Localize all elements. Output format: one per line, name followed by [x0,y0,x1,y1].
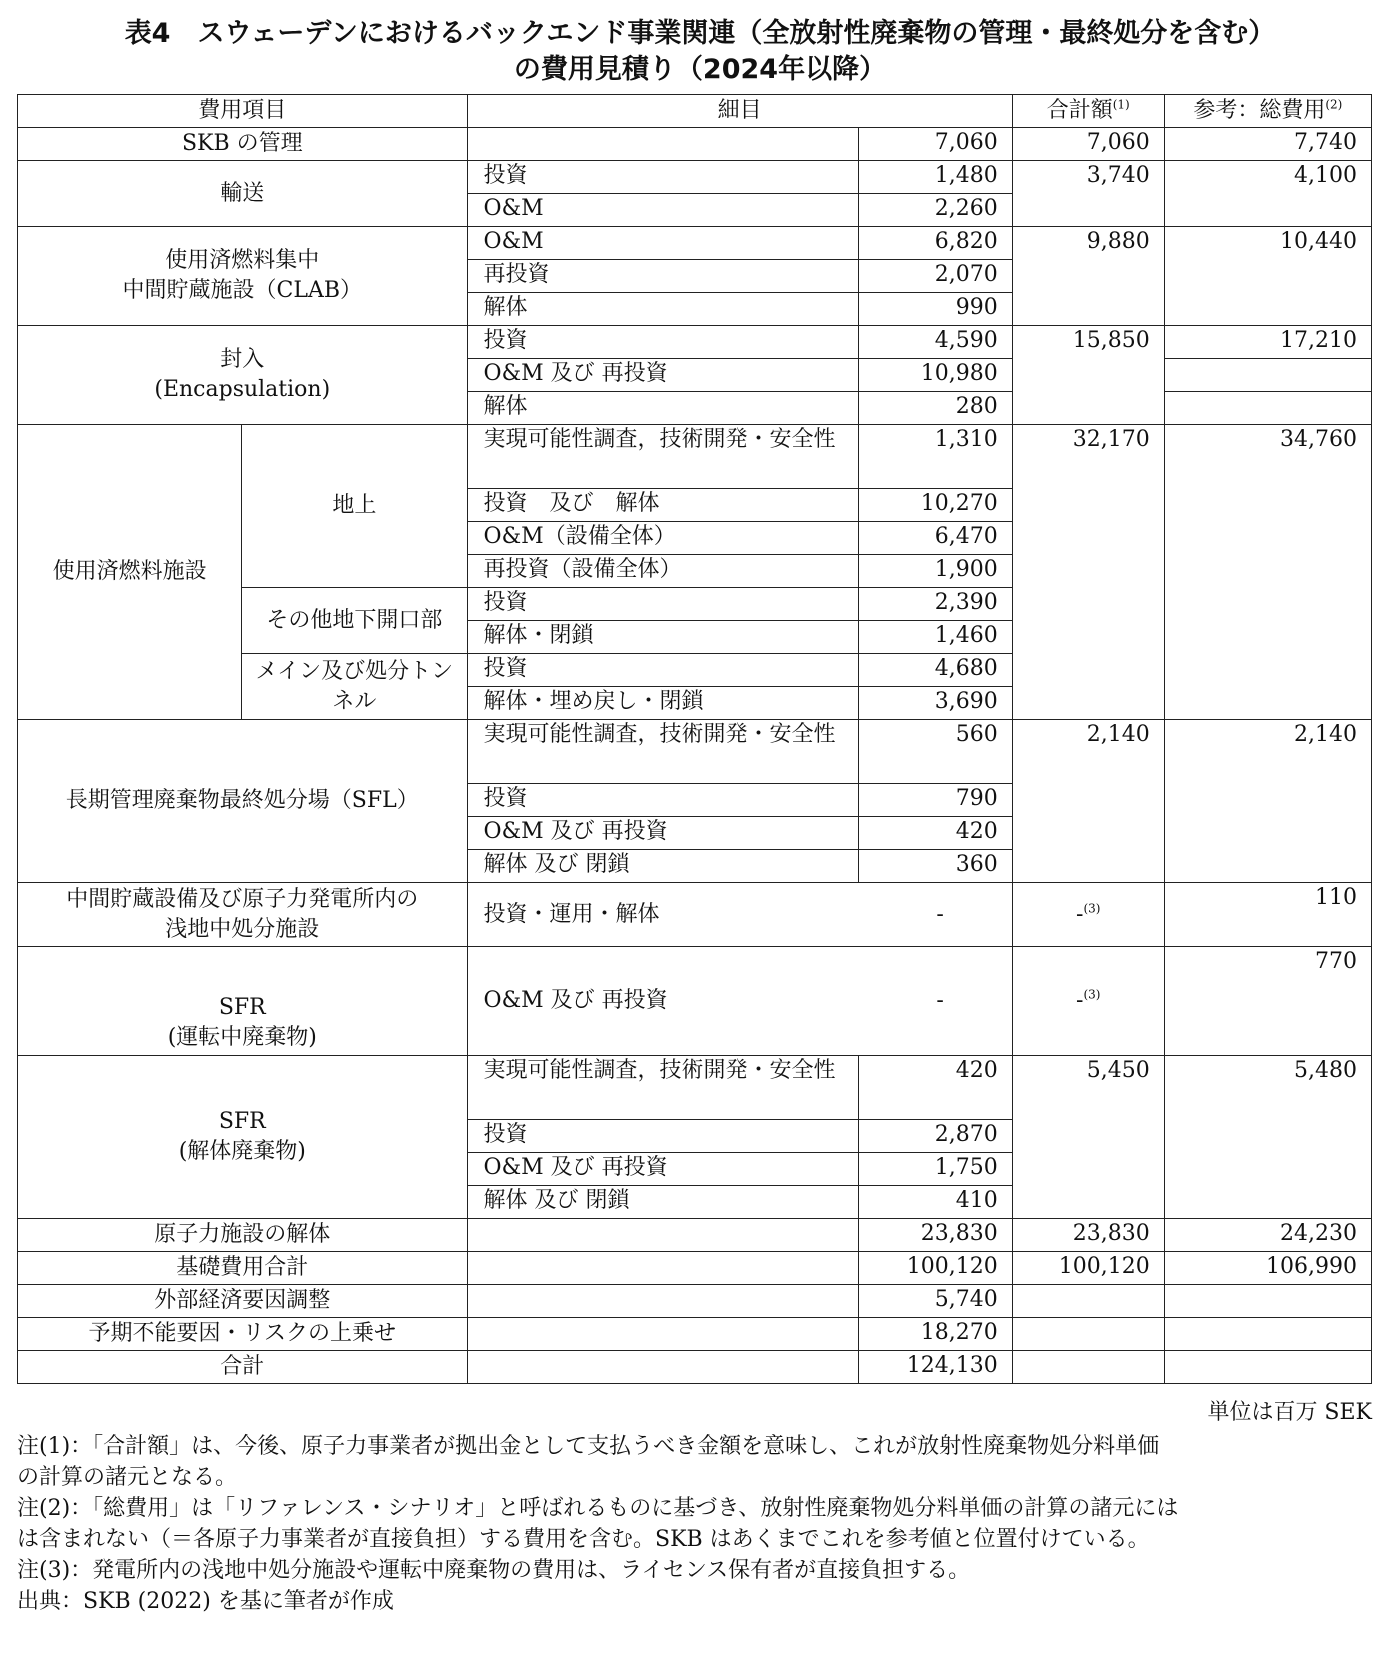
value-cell: 18,270 [858,1318,1012,1351]
value-cell: 100,120 [858,1252,1012,1285]
value-cell: 560 [858,720,1012,784]
ref-cell: 4,100 [1164,161,1371,227]
header-detail: 細目 [467,95,1012,128]
value-cell: 10,270 [858,489,1012,522]
note-2-cont: は含まれない（＝各原子力事業者が直接負担）する費用を含む。SKB はあくまでこれを参考値と位置付けている。 [17,1527,1150,1552]
value-cell: - [936,901,944,927]
detail-cell [467,1318,858,1351]
detail-cell: 実現可能性調査，技術開発・安全性 [467,1056,858,1120]
value-cell: 790 [858,784,1012,817]
detail-cell: O&M 及び 再投資 [467,1153,858,1186]
value-cell: 1,900 [858,555,1012,588]
value-cell: 1,310 [858,425,1012,489]
detail-cell: 投資 及び 解体 [467,489,858,522]
detail-cell: O&M 及び 再投資 - [467,947,1012,1056]
value-cell: - [936,988,944,1013]
detail-cell: 解体・埋め戻し・閉鎖 [467,687,858,720]
value-cell: 360 [858,850,1012,883]
table-row [18,1056,1372,1120]
value-cell: 6,470 [858,522,1012,555]
row-label: 外部経済要因調整 [18,1285,468,1318]
table-row [18,425,1372,489]
total-cell: 3,740 [1012,161,1164,227]
note-3: 注(3)：発電所内の浅地中処分施設や運転中廃棄物の費用は、ライセンス保有者が直接負担する。 [17,1558,971,1583]
ref-cell: 17,210 [1164,326,1371,359]
value-cell: 420 [858,1056,1012,1120]
value-cell: 1,480 [858,161,1012,194]
row-label: 予期不能要因・リスクの上乗せ [18,1318,468,1351]
row-label: 基礎費用合計 [18,1252,468,1285]
detail-cell: O&M 及び 再投資 [467,817,858,850]
page-title: 表4 スウェーデンにおけるバックエンド事業関連（全放射性廃棄物の管理・最終処分を含む） [124,18,1276,49]
total-cell: 2,140 [1012,720,1164,883]
detail-cell: O&M [467,194,858,227]
detail-cell: 解体 [467,293,858,326]
unit-label: 単位は百万 SEK [1207,1400,1372,1425]
total-cell: 7,060 [1012,128,1164,161]
ref-cell: 770 [1164,947,1371,1056]
row-label: 原子力施設の解体 [18,1219,468,1252]
detail-cell: O&M [467,227,858,260]
note-1: 注(1)：「合計額」は、今後、原子力事業者が拠出金として支払うべき金額を意味し、これが放射性廃棄物処分料単価 [17,1434,1160,1459]
ref-cell [1164,1318,1371,1351]
detail-cell [467,1252,858,1285]
detail-cell: 再投資 [467,260,858,293]
row-label: 封入 (Encapsulation) [18,326,468,425]
detail-cell: 解体 [467,392,858,425]
detail-cell: 投資・運用・解体 - [467,883,1012,947]
table-row [18,227,1372,260]
detail-cell: 実現可能性調査，技術開発・安全性 [467,425,858,489]
detail-cell: 投資 [467,326,858,359]
total-cell [1012,1318,1164,1351]
table-header-row [18,95,1372,128]
ref-cell: 110 [1164,883,1371,947]
row-label: 輸送 [18,161,468,227]
ref-cell: 7,740 [1164,128,1371,161]
value-cell: 4,680 [858,654,1012,687]
sub-label: 地上 [242,425,467,588]
table-row [18,1285,1372,1318]
total-cell: 5,450 [1012,1056,1164,1219]
table-row [18,1318,1372,1351]
header-ref: 参考：総費用$^{(2)}$ [1164,95,1371,128]
detail-cell: O&M 及び 再投資 [467,359,858,392]
total-cell: -$^{(3)}$ [1012,947,1164,1056]
value-cell: 2,260 [858,194,1012,227]
table-row [18,1351,1372,1384]
footnotes [17,1431,1387,1617]
value-cell: 3,690 [858,687,1012,720]
ref-cell [1164,359,1371,392]
value-cell: 410 [858,1186,1012,1219]
value-cell: 2,070 [858,260,1012,293]
value-cell: 124,130 [858,1351,1012,1384]
ref-cell: 5,480 [1164,1056,1371,1219]
table-row [18,128,1372,161]
detail-cell: 投資 [467,161,858,194]
value-cell: 7,060 [858,128,1012,161]
value-cell: 420 [858,817,1012,850]
total-cell [1012,1285,1164,1318]
detail-cell: 解体・閉鎖 [467,621,858,654]
row-label: 使用済燃料施設 [18,425,242,720]
table-row [18,326,1372,359]
value-cell: 2,870 [858,1120,1012,1153]
row-label: 合計 [18,1351,468,1384]
sub-label: その他地下開口部 [242,588,467,654]
ref-cell: 10,440 [1164,227,1371,326]
row-label: SFR (解体廃棄物) [18,1056,468,1219]
value-cell: 10,980 [858,359,1012,392]
total-cell [1012,1351,1164,1384]
ref-cell [1164,1351,1371,1384]
table-row [18,1219,1372,1252]
note-2: 注(2)：「総費用」は「リファレンス・シナリオ」と呼ばれるものに基づき、放射性廃棄物処分料単価の計算の諸元には [17,1496,1179,1521]
ref-cell: 2,140 [1164,720,1371,883]
detail-cell: 投資 [467,654,858,687]
detail-cell: 解体 及び 閉鎖 [467,850,858,883]
detail-cell: 投資 [467,588,858,621]
row-label: SKB の管理 [18,128,468,161]
row-label: SFR (運転中廃棄物) [18,947,468,1056]
table-row [18,947,1372,1056]
value-cell: 990 [858,293,1012,326]
detail-cell: 投資 [467,784,858,817]
total-cell: 15,850 [1012,326,1164,425]
table-row [18,883,1372,947]
total-cell: 32,170 [1012,425,1164,720]
detail-cell: 投資 [467,1120,858,1153]
value-cell: 1,460 [858,621,1012,654]
ref-cell [1164,392,1371,425]
value-cell: 280 [858,392,1012,425]
header-item: 費用項目 [18,95,468,128]
source-note: 出典：SKB (2022) を基に筆者が作成 [17,1589,394,1614]
page-subtitle: の費用見積り（2024年以降） [513,54,887,85]
cost-table [17,94,1372,1384]
table-row [18,720,1372,784]
ref-cell: 106,990 [1164,1252,1371,1285]
table-row [18,161,1372,194]
detail-cell [467,128,858,161]
ref-cell [1164,1285,1371,1318]
value-cell: 5,740 [858,1285,1012,1318]
row-label: 長期管理廃棄物最終処分場（SFL） [18,720,468,883]
total-cell: 23,830 [1012,1219,1164,1252]
total-cell: 100,120 [1012,1252,1164,1285]
table-row [18,1252,1372,1285]
row-label: 使用済燃料集中 中間貯蔵施設（CLAB） [18,227,468,326]
row-label: 中間貯蔵設備及び原子力発電所内の 浅地中処分施設 [18,883,468,947]
value-cell: 6,820 [858,227,1012,260]
ref-cell: 34,760 [1164,425,1371,720]
detail-cell: 実現可能性調査，技術開発・安全性 [467,720,858,784]
sub-label: メイン及び処分トンネル [242,654,467,720]
ref-cell: 24,230 [1164,1219,1371,1252]
detail-cell: 解体 及び 閉鎖 [467,1186,858,1219]
value-cell: 1,750 [858,1153,1012,1186]
value-cell: 23,830 [858,1219,1012,1252]
detail-cell [467,1285,858,1318]
note-1-cont: の計算の諸元となる。 [17,1465,238,1490]
header-total: 合計額$^{(1)}$ [1012,95,1164,128]
value-cell: 4,590 [858,326,1012,359]
value-cell: 2,390 [858,588,1012,621]
detail-cell: O&M（設備全体） [467,522,858,555]
total-cell: -$^{(3)}$ [1012,883,1164,947]
detail-cell [467,1219,858,1252]
detail-cell: 再投資（設備全体） [467,555,858,588]
detail-cell [467,1351,858,1384]
total-cell: 9,880 [1012,227,1164,326]
